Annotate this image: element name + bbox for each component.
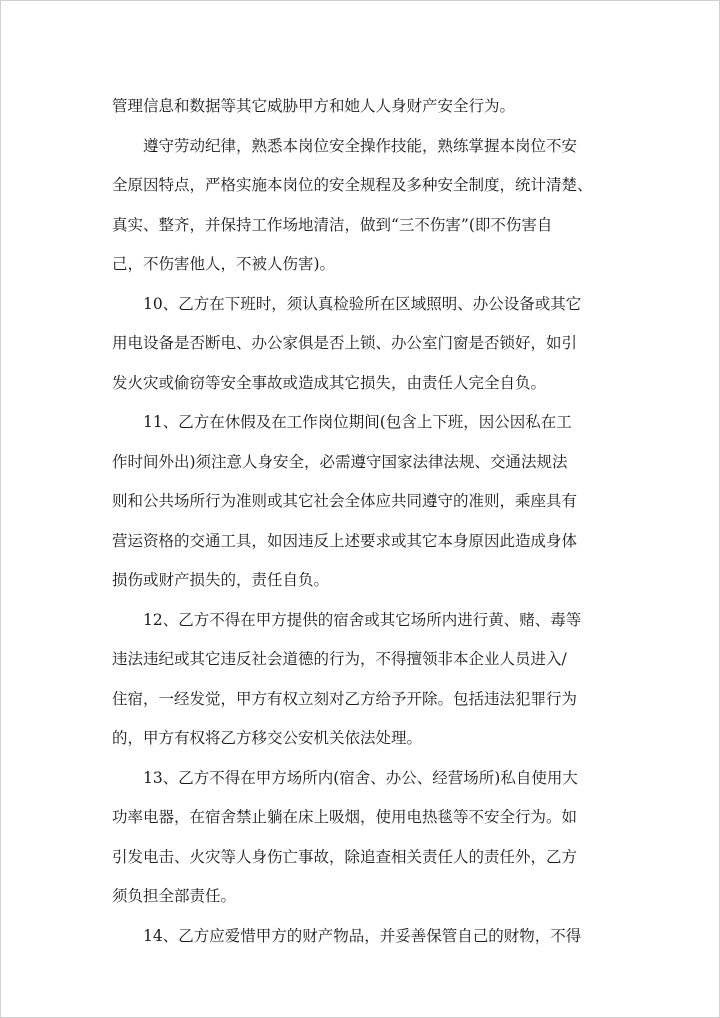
text-line: 功率电器，在宿舍禁止躺在床上吸烟，使用电热毯等不安全行为。如 xyxy=(112,808,578,826)
text-line: 损伤或财产损失的，责任自负。 xyxy=(112,571,330,589)
text-line: 真实、整齐，并保持工作场地清洁，做到“三不伤害”(即不伤害自 xyxy=(112,215,553,234)
text-line: 己，不伤害他人，不被人伤害)。 xyxy=(112,255,336,273)
text-line: 营运资格的交通工具，如因违反上述要求或其它本身原因此造成身体 xyxy=(112,531,578,550)
text-line: 则和公共场所行为准则或其它社会全体应共同遵守的准则，乘座具有 xyxy=(112,492,578,510)
text-line: 违法违纪或其它违反社会道德的行为，不得擅领非本企业人员进入/ xyxy=(112,650,567,668)
text-line: 须负担全部责任。 xyxy=(112,887,237,905)
text-line: 10、乙方在下班时，须认真检验所在区域照明、办公设备或其它 xyxy=(143,294,582,313)
text-line: 住宿，一经发觉，甲方有权立刻对乙方给予开除。包括违法犯罪行为 xyxy=(112,689,578,708)
document-body xyxy=(112,87,600,956)
text-line: 11、乙方在休假及在工作岗位期间(包含上下班，因公因私在工 xyxy=(143,413,572,431)
text-line: 的，甲方有权将乙方移交公安机关依法处理。 xyxy=(112,729,423,747)
text-line: 用电设备是否断电、办公家俱是否上锁、办公室门窗是否锁好，如引 xyxy=(112,334,578,352)
text-line: 作时间外出)须注意人身安全，必需遵守国家法律法规、交通法规法 xyxy=(112,452,568,471)
text-line: 遵守劳动纪律，熟悉本岗位安全操作技能，熟练掌握本岗位不安 xyxy=(143,136,578,155)
text-line: 13、乙方不得在甲方场所内(宿舍、办公、经营场所)私自使用大 xyxy=(143,768,578,787)
text-line: 管理信息和数据等其它威胁甲方和她人人身财产安全行为。 xyxy=(112,97,516,115)
text-line: 12、乙方不得在甲方提供的宿舍或其它场所内进行黄、赌、毒等 xyxy=(143,610,582,629)
text-line: 全原因特点，严格实施本岗位的安全规程及多种安全制度，统计清楚、 xyxy=(112,176,593,194)
text-line: 14、乙方应爱惜甲方的财产物品，并妥善保管自己的财物，不得 xyxy=(143,926,582,945)
text-line: 引发电击、火灾等人身伤亡事故，除追查相关责任人的责任外，乙方 xyxy=(112,847,578,866)
text-line: 发火灾或偷窃等安全事故或造成其它损失，由责任人完全自负。 xyxy=(112,373,547,392)
